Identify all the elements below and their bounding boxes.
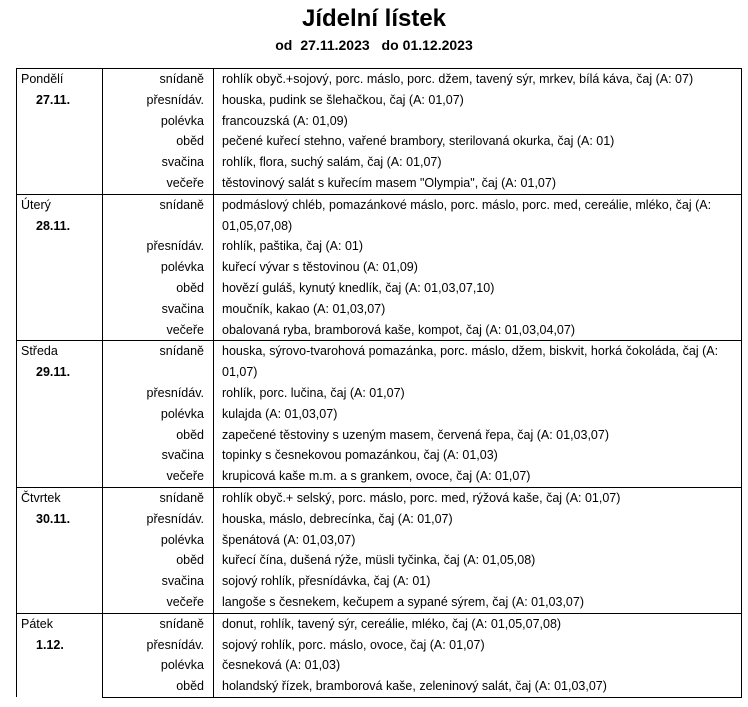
meal-description: těstovinový salát s kuřecím masem "Olympia", čaj (A: 01,07) <box>214 173 742 194</box>
meal-description: rohlík obyč.+sojový, porc. máslo, porc. džem, tavený sýr, mrkev, bílá káva, čaj (A: 07) <box>214 69 742 90</box>
day-name: Čtvrtek <box>21 490 61 505</box>
meal-description: kuřecí vývar s těstovinou (A: 01,09) <box>214 257 742 278</box>
meal-type: snídaně <box>103 194 214 236</box>
day-name: Pondělí <box>21 72 64 86</box>
menu-table <box>16 68 742 698</box>
meal-type: oběd <box>176 427 204 442</box>
menu-row <box>17 320 742 341</box>
menu-row <box>17 530 742 551</box>
meal-type: přesnídáv. <box>146 385 204 400</box>
meal-description: sojový rohlík, přesnídávka, čaj (A: 01) <box>214 571 742 592</box>
meal-type: polévka <box>160 532 204 547</box>
meal-type: svačina <box>161 448 204 463</box>
meal-type: oběd <box>176 134 204 149</box>
meal-type: večeře <box>103 466 214 487</box>
menu-row <box>17 194 742 236</box>
meal-description: zapečené těstoviny s uzeným masem, červená řepa, čaj (A: 01,03,07) <box>214 425 742 446</box>
menu-row <box>17 571 742 592</box>
meal-type: polévka <box>160 260 204 275</box>
day-name: Pátek <box>21 616 53 631</box>
date-range <box>0 36 748 54</box>
day-date: 30.11. <box>36 511 71 526</box>
menu-row <box>17 466 742 487</box>
meal-type: oběd <box>103 676 214 697</box>
menu-row <box>17 404 742 425</box>
menu-row <box>17 592 742 613</box>
meal-description: francouzská (A: 01,09) <box>214 111 742 132</box>
menu-row <box>17 173 742 194</box>
meal-type: svačina <box>161 155 204 170</box>
meal-type: přesnídáv. <box>146 511 204 526</box>
meal-description: podmáslový chléb, pomazánkové máslo, porc. máslo, porc. med, cereálie, mléko, čaj (A: 01,05,07,08) <box>214 194 742 236</box>
meal-type: snídaně <box>103 69 214 90</box>
menu-row <box>17 299 742 320</box>
day-date: 27.11. <box>36 92 71 107</box>
page-title: Jídelní lístek <box>301 5 447 32</box>
menu-row <box>17 509 742 530</box>
meal-type: snídaně <box>103 341 214 383</box>
menu-row <box>17 152 742 173</box>
meal-description: kuřecí čína, dušená rýže, müsli tyčinka, čaj (A: 01,05,08) <box>214 550 742 571</box>
day-cell <box>17 69 103 195</box>
menu-body <box>17 69 742 698</box>
meal-description: langoše s česnekem, kečupem a sypané sýrem, čaj (A: 01,03,07) <box>214 592 742 613</box>
to-label: do <box>381 37 399 53</box>
menu-row <box>17 341 742 383</box>
menu-row <box>17 131 742 152</box>
meal-description: holandský řízek, bramborová kaše, zeleninový salát, čaj (A: 01,03,07) <box>214 676 742 697</box>
meal-type: večeře <box>103 320 214 341</box>
meal-description: rohlík, porc. lučina, čaj (A: 01,07) <box>214 383 742 404</box>
meal-description: krupicová kaše m.m. a s grankem, ovoce, čaj (A: 01,07) <box>214 466 742 487</box>
from-date: 27.11.2023 <box>300 37 370 53</box>
day-cell <box>17 613 103 697</box>
menu-row <box>17 635 742 656</box>
day-cell <box>17 341 103 488</box>
day-date: 29.11. <box>36 365 71 380</box>
meal-description: česneková (A: 01,03) <box>214 655 742 676</box>
meal-type: oběd <box>176 553 204 568</box>
menu-row <box>17 69 742 90</box>
menu-row <box>17 278 742 299</box>
meal-type: přesnídáv. <box>146 92 204 107</box>
from-label: od <box>275 37 293 53</box>
menu-row <box>17 550 742 571</box>
meal-type: večeře <box>103 592 214 613</box>
to-date: 01.12.2023 <box>402 37 473 53</box>
menu-row <box>17 655 742 676</box>
meal-type: polévka <box>160 406 204 421</box>
meal-description: pečené kuřecí stehno, vařené brambory, sterilovaná okurka, čaj (A: 01) <box>214 131 742 152</box>
meal-type: přesnídáv. <box>146 637 204 652</box>
meal-description: rohlík, flora, suchý salám, čaj (A: 01,07) <box>214 152 742 173</box>
day-name: Středa <box>21 344 58 359</box>
menu-row <box>17 111 742 132</box>
meal-description: houska, sýrovo-tvarohová pomazánka, porc. máslo, džem, biskvit, horká čokoláda, čaj (A: 01,07) <box>214 341 742 383</box>
meal-type: snídaně <box>103 487 214 508</box>
meal-description: houska, máslo, debrecínka, čaj (A: 01,07) <box>214 509 742 530</box>
meal-type: večeře <box>103 173 214 194</box>
meal-type: polévka <box>160 658 204 673</box>
meal-type: svačina <box>161 301 204 316</box>
menu-row <box>17 236 742 257</box>
menu-row <box>17 90 742 111</box>
menu-row <box>17 487 742 508</box>
meal-description: obalovaná ryba, bramborová kaše, kompot, čaj (A: 01,03,04,07) <box>214 320 742 341</box>
meal-type: oběd <box>176 280 204 295</box>
day-date: 28.11. <box>36 218 71 233</box>
meal-description: kulajda (A: 01,03,07) <box>214 404 742 425</box>
meal-description: hovězí guláš, kynutý knedlík, čaj (A: 01,03,07,10) <box>214 278 742 299</box>
menu-row <box>17 676 742 697</box>
menu-row <box>17 383 742 404</box>
meal-description: rohlík, paštika, čaj (A: 01) <box>214 236 742 257</box>
meal-description: sojový rohlík, porc. máslo, ovoce, čaj (A: 01,07) <box>214 635 742 656</box>
day-cell <box>17 487 103 613</box>
meal-description: donut, rohlík, tavený sýr, cereálie, mléko, čaj (A: 01,05,07,08) <box>214 613 742 634</box>
day-date: 1.12. <box>36 637 64 652</box>
meal-type: přesnídáv. <box>146 239 204 254</box>
meal-description: moučník, kakao (A: 01,03,07) <box>214 299 742 320</box>
meal-type: svačina <box>161 574 204 589</box>
menu-row <box>17 613 742 634</box>
menu-row <box>17 445 742 466</box>
menu-row <box>17 425 742 446</box>
day-cell <box>17 194 103 341</box>
meal-type: snídaně <box>103 613 214 634</box>
menu-row <box>17 257 742 278</box>
meal-description: houska, pudink se šlehačkou, čaj (A: 01,07) <box>214 90 742 111</box>
meal-description: špenátová (A: 01,03,07) <box>214 530 742 551</box>
meal-description: topinky s česnekovou pomazánkou, čaj (A: 01,03) <box>214 445 742 466</box>
meal-description: rohlík obyč.+ selský, porc. máslo, porc. med, rýžová kaše, čaj (A: 01,07) <box>214 487 742 508</box>
meal-type: polévka <box>160 113 204 128</box>
day-name: Úterý <box>21 197 51 212</box>
